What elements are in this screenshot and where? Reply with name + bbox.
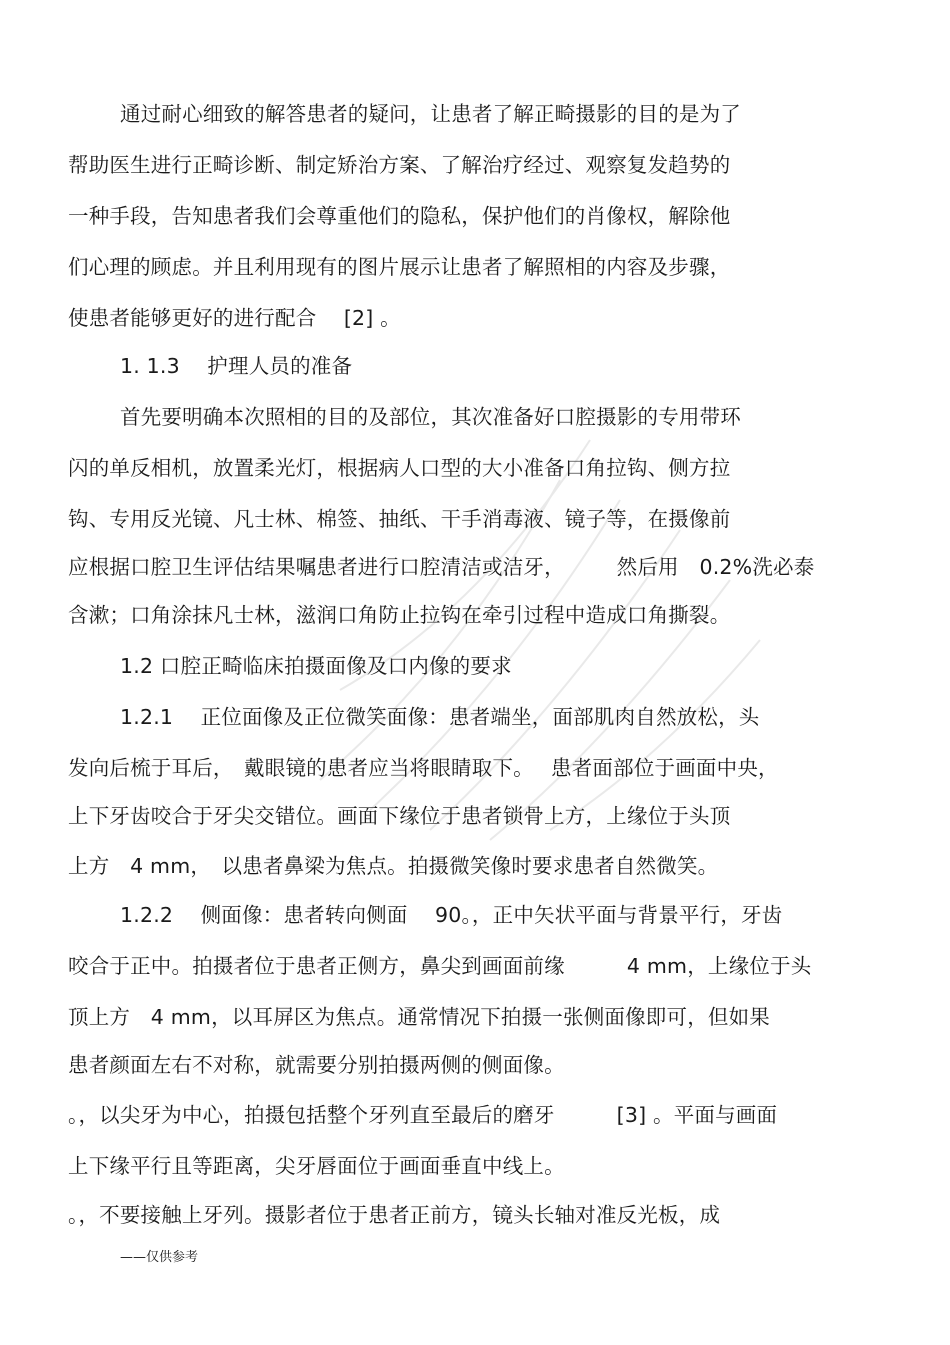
text-line: 帮助医生进行正畸诊断、制定矫治方案、了解治疗经过、观察复发趋势的: [68, 153, 731, 177]
text-line: 发向后梳于耳后， 戴眼镜的患者应当将眼睛取下。 患者面部位于画面中央，: [68, 756, 779, 780]
text-line: 顶上方 4 mm，以耳屏区为焦点。通常情况下拍摄一张侧面像即可，但如果: [68, 1005, 770, 1029]
text-line: 含漱；口角涂抹凡士林，滋润口角防止拉钩在牵引过程中造成口角撕裂。: [68, 603, 731, 627]
section-heading: 1. 1.3 护理人员的准备: [120, 354, 353, 378]
section-heading: 1.2 口腔正畸临床拍摄面像及口内像的要求: [120, 654, 512, 678]
text-line: 。，不要接触上牙列。摄影者位于患者正前方，镜头长轴对准反光板，成: [68, 1203, 721, 1227]
text-line: 应根据口腔卫生评估结果嘱患者进行口腔清洁或洁牙， 然后用 0.2%洗必泰: [68, 555, 815, 579]
text-line: 上下缘平行且等距离，尖牙唇面位于画面垂直中线上。: [68, 1154, 565, 1178]
text-line: 1.2.1 正位面像及正位微笑面像：患者端坐，面部肌肉自然放松，头: [120, 705, 760, 729]
text-line: 。，以尖牙为中心，拍摄包括整个牙列直至最后的磨牙 [3] 。平面与画面: [68, 1103, 778, 1127]
footer-note: ——仅供参考: [120, 1250, 199, 1265]
text-line: 上下牙齿咬合于牙尖交错位。画面下缘位于患者锁骨上方，上缘位于头顶: [68, 804, 731, 828]
text-line: 一种手段，告知患者我们会尊重他们的隐私，保护他们的肖像权，解除他: [68, 204, 731, 228]
text-line: 上方 4 mm， 以患者鼻梁为焦点。拍摄微笑像时要求患者自然微笑。: [68, 854, 719, 878]
text-line: 患者颜面左右不对称，就需要分别拍摄两侧的侧面像。: [68, 1053, 565, 1077]
text-line: 1.2.2 侧面像：患者转向侧面 90。，正中矢状平面与背景平行，牙齿: [120, 903, 783, 927]
text-line: 闪的单反相机，放置柔光灯，根据病人口型的大小准备口角拉钩、侧方拉: [68, 456, 731, 480]
text-line: 使患者能够更好的进行配合 [2] 。: [68, 306, 401, 330]
text-line: 们心理的顾虑。并且利用现有的图片展示让患者了解照相的内容及步骤，: [68, 255, 731, 279]
text-line: 咬合于正中。拍摄者位于患者正侧方，鼻尖到画面前缘 4 mm，上缘位于头: [68, 954, 812, 978]
text-line: 首先要明确本次照相的目的及部位，其次准备好口腔摄影的专用带环: [120, 405, 741, 429]
text-line: 通过耐心细致的解答患者的疑问，让患者了解正畸摄影的目的是为了: [120, 102, 741, 126]
text-line: 钩、专用反光镜、凡士林、棉签、抽纸、干手消毒液、镜子等，在摄像前: [68, 507, 731, 531]
